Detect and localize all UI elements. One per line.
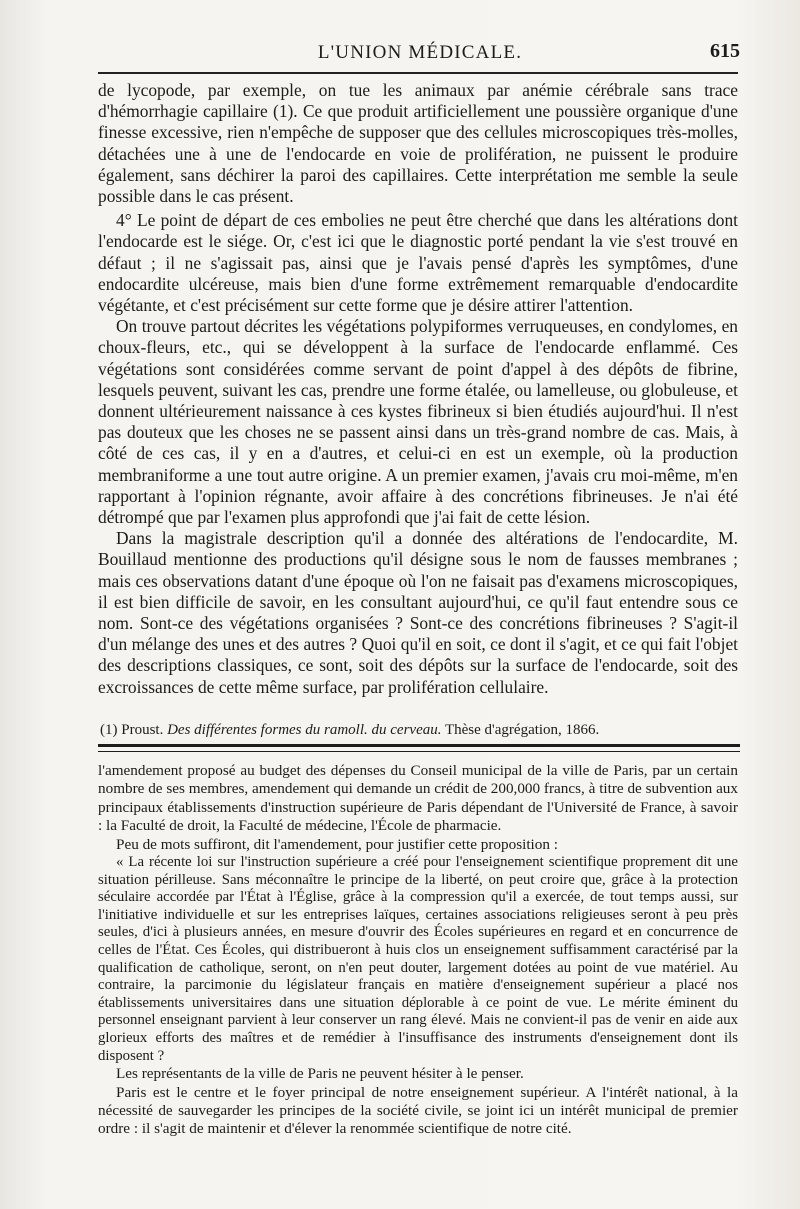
section-divider: [98, 744, 740, 752]
article-body: [98, 80, 738, 698]
footnote-rest: Thèse d'agrégation, 1866.: [444, 722, 600, 738]
paragraph: Les représentants de la ville de Paris ne peuvent hésiter à le penser.: [116, 1065, 524, 1083]
paragraph: l'amendement proposé au budget des dépenses du Conseil municipal de la ville de Paris, par un certain nombre de ses membres, amendement qui demande un crédit de 200,000 francs, à titre de subvention aux principaux établissements d'instruction supérieure de Paris dépendant de l'Université de France, à savoir : la Faculté de droit, la Faculté de médecine, l'École de pharmacie.: [98, 762, 738, 835]
footnote-title: Des différentes formes du ramoll. du cerveau.: [167, 722, 442, 738]
page-header: [100, 38, 740, 64]
header-rule: [98, 72, 738, 74]
footnote: [100, 720, 740, 740]
footnote-marker: (1) Proust.: [100, 722, 164, 738]
quoted-paragraph: « La récente loi sur l'instruction supérieure a créé pour l'enseignement scientifique proprement dit une situation périlleuse. Sans méconnaître le principe de la liberté, on peut croire que, grâce à la protection séculaire accordée par l'État à l'Église, grâce à la compression qu'il a exercée, de tout temps aussi, sur l'initiative individuelle et sur les entreprises laïques, certaines associations religieuses seront à peu près seules, d'ici à plusieurs années, en mesure d'ouvrir des Écoles supérieures en regard et en concurrence de celles de l'État. Ces Écoles, qui distribueront à huis clos un enseignement suffisamment caractérisé par la qualification de catholique, seront, on n'en peut douter, largement dotées au point de vue matériel. Au contraire, la parcimonie du législateur français en matière d'enseignement supérieur a placé nos établissements universitaires dans une situation déplorable à ce point de vue. Le mérite éminent du personnel enseignant parvient à leur conserver un rang élevé. Mais ne convient-il pas de venir en aide aux glorieux efforts des maîtres et de remédier à l'insuffisance des instruments d'enseignement dont ils disposent ?: [98, 854, 738, 1064]
paragraph: Peu de mots suffiront, dit l'amendement, pour justifier cette proposition :: [116, 835, 558, 853]
running-head: L'UNION MÉDICALE.: [317, 42, 523, 63]
paragraph: de lycopode, par exemple, on tue les animaux par anémie cérébrale sans trace d'hémorrhagie capillaire (1). Ce que produit artificiellement une poussière organique d'une finesse excessive, rien n'empêche de supposer que des cellules microscopiques très-molles, détachées une à une de l'endocarde en voie de prolifération, ne puissent le produire également, sans déchirer la paroi des capillaires. Cette interprétation me semble la seule possible dans le cas présent.: [98, 80, 738, 207]
paragraph: On trouve partout décrites les végétations polypiformes verruqueuses, en condylomes, en choux-fleurs, etc., qui se développent à la surface de l'endocarde enflammé. Ces végétations sont considérées comme servant de point d'appel à des dépôts de fibrine, lesquels peuvent, suivant les cas, prendre une forme étalée, ou lamelleuse, ou globuleuse, et donnent ultérieurement naissance à ces kystes fibrineux si bien étudiés aujourd'hui. Il n'est pas douteux que les choses ne se passent ainsi dans un très-grand nombre de cas. Mais, à côté de ces cas, il y en a d'autres, et celui-ci en est un exemple, où la production membraniforme a une tout autre origine. A un premier examen, j'avais cru moi-même, m'en rapportant à l'opinion régnante, avoir affaire à des concrétions fibrineuses. Je n'ai été détrompé que par l'examen plus approfondi que j'ai fait de cette lésion.: [98, 316, 738, 528]
page-number: 615: [710, 40, 740, 62]
paragraph: Paris est le centre et le foyer principal de notre enseignement supérieur. A l'intérêt national, à la nécessité de sauvegarder les principes de la société civile, se joint ici un intérêt municipal de premier ordre : il s'agit de maintenir et d'élever la renommée scientifique de notre cité.: [98, 1083, 738, 1138]
paragraph: Dans la magistrale description qu'il a donnée des altérations de l'endocardite, M. Bouillaud mentionne des productions qu'il désigne sous le nom de fausses membranes ; mais ces observations datant d'une époque où l'on ne faisait pas d'examens microscopiques, il est bien difficile de savoir, en les consultant aujourd'hui, ce qu'il faut entendre sous ce nom. Sont-ce des végétations organisées ? Sont-ce des concrétions fibrineuses ? S'agit-il d'un mélange des unes et des autres ? Quoi qu'il en soit, ce dont il s'agit, et ce qui fait l'objet des descriptions classiques, ce sont, soit des dépôts sur la surface de l'endocarde, soit des excroissances de cette même surface, par prolifération cellulaire.: [98, 528, 738, 697]
feuilleton-body: [98, 762, 738, 1139]
paragraph: 4° Le point de départ de ces embolies ne peut être cherché que dans les altérations dont l'endocarde est le siége. Or, c'est ici que le diagnostic porté pendant la vie s'est trouvé en défaut ; il ne s'agissait pas, ainsi que je l'avais pensé d'après les symptômes, d'une endocardite ulcéreuse, mais bien d'une forme extrêmement remarquable d'endocardite végétante, et c'est précisément sur cette forme que je désire attirer l'attention.: [98, 210, 738, 316]
